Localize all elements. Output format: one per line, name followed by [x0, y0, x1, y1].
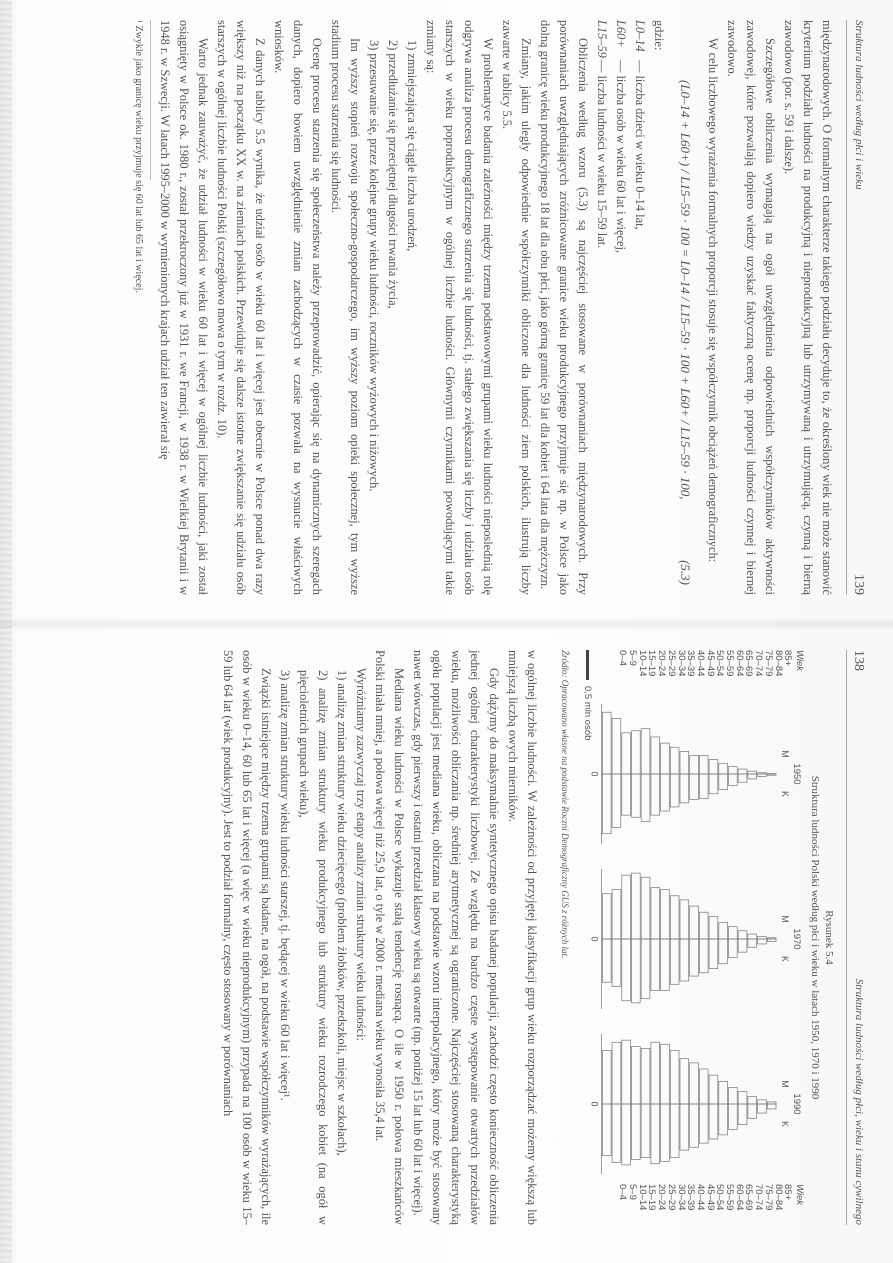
- female-bar: [602, 939, 611, 982]
- female-bar: [602, 774, 611, 834]
- paragraph: Z danych tablicy 5.5 wynika, że udział osób w wieku 60 lat i więcej jest obecnie w Polsce ponad dwa razy większy niż na początku XX w. na ziemiach polskich. Przewiduje się dalsze istotne zwiększanie się udziału osób starszych w ogólnej liczbie ludności Polski (szczegółowo mowa o tym w rozdz. 10).: [215, 20, 267, 595]
- female-bar: [748, 939, 757, 947]
- male-bar: [661, 743, 670, 774]
- symbol-legend: [592, 20, 649, 595]
- male-bar: [699, 1069, 708, 1104]
- male-bar: [709, 1075, 718, 1104]
- female-bar: [612, 939, 621, 986]
- female-bar: [699, 1104, 708, 1143]
- female-bar: [641, 939, 650, 999]
- female-bar: [709, 939, 718, 969]
- female-bar: [699, 774, 708, 799]
- pyramid-year: 1990: [791, 1093, 802, 1115]
- male-bar: [748, 771, 757, 774]
- male-bar: [612, 890, 621, 939]
- footnote: ¹ Zwykle jako granicę wieku przyjmuje się 60 lat lub 65 lat i więcej.: [129, 20, 151, 180]
- male-bar: [602, 1050, 611, 1104]
- page-edge: [0, 0, 12, 1263]
- paragraph: W celu liczbowego wyrażenia formalnych proporcji stosuje się współczynnik obciążeń demograficznych:: [706, 38, 720, 563]
- paragraph: W problematyce badania zależności między trzema podstawowymi grupami wieku ludności nieposlednią rolę odgrywa analiza procesu demograficznego starzenia się ludności, tj. stałego zwiększania się liczby i udziału osób starszych w wieku poprodukcyjnym w ogólnej liczbie ludności. Głównymi czynnikami powodującymi takie zmiany są:: [424, 20, 495, 595]
- female-bar: [651, 1104, 660, 1164]
- male-bar: [622, 1040, 631, 1104]
- age-label: 80–84: [772, 650, 784, 677]
- where-label: gdzie:: [652, 20, 666, 51]
- paragraph: Wyróżniamy zazwyczaj trzy etapy analizy zmian struktury wieku ludności:: [354, 668, 368, 1041]
- age-label: 85+: [782, 1184, 794, 1201]
- paragraph: Obliczenia według wzoru (5.3) są najczęściej stosowane w porównaniach międzynarodowych. Przy porównaniach uwzględniających zróżnicowane granice wieku produkcyjnego przyjmuje się np. w Polsce jako dolną granicę wieku produkcyjnego 18 lat dla obu płci, jako górną granicę 59 lat dla kobiet i 64 lata dla mężczyzn.: [538, 20, 590, 595]
- female-bar: [622, 939, 631, 1001]
- age-axis-header: Wiek: [794, 650, 805, 672]
- male-bar: [748, 934, 757, 939]
- male-bar: [632, 731, 641, 774]
- male-bar: [690, 906, 699, 939]
- female-bar: [612, 1104, 621, 1162]
- page-138: [58, 650, 868, 1225]
- pyramid-year: 1970: [791, 928, 802, 950]
- female-bar: [661, 1104, 670, 1162]
- male-bar: [632, 1046, 641, 1104]
- age-label: 75–79: [762, 1184, 774, 1211]
- male-bar: [622, 733, 631, 774]
- male-bar: [670, 896, 679, 939]
- female-bar: [748, 774, 757, 779]
- age-label: 45–49: [704, 650, 716, 677]
- female-bar: [680, 939, 689, 981]
- male-bar: [632, 873, 641, 939]
- female-bar: [690, 939, 699, 976]
- male-bar: [709, 916, 718, 939]
- age-label: 65–69: [743, 650, 755, 677]
- age-label: 70–74: [753, 650, 765, 677]
- male-bar: [729, 767, 738, 774]
- female-bar: [758, 774, 767, 776]
- age-label: 10–14: [636, 650, 648, 677]
- female-bar: [738, 1104, 747, 1125]
- male-bar: [680, 900, 689, 939]
- female-bar: [729, 774, 738, 786]
- list-item: 2) przedłużanie się przeciętnej długości trwania życia,: [386, 40, 400, 309]
- age-label: 55–59: [724, 650, 736, 677]
- page-number: 138: [851, 650, 866, 671]
- formula-5-3: [676, 80, 695, 585]
- male-bar: [729, 1088, 738, 1104]
- male-bar: [709, 760, 718, 774]
- male-bar: [738, 931, 747, 939]
- age-label: 30–34: [675, 650, 687, 677]
- female-bar: [767, 939, 776, 941]
- female-bar: [632, 1104, 641, 1160]
- female-label: K: [780, 1120, 790, 1128]
- running-header: [846, 650, 868, 1225]
- age-label: 0–4: [617, 650, 629, 666]
- female-bar: [680, 1104, 689, 1150]
- female-bar: [758, 1104, 767, 1113]
- male-bar: [690, 755, 699, 774]
- male-bar: [651, 737, 660, 774]
- paragraph: Mediana wieku ludności w Polsce wykazuje stałą tendencję rosnącą. O ile w 1950 r. połowa mieszkańców Polski miała mniej, a połowa więcej niż 25,9 lat, o tyle w 2000 r. mediana wieku wynosiła 35,4 lat.: [373, 650, 406, 1225]
- male-bar: [748, 1097, 757, 1104]
- age-label: 15–19: [646, 650, 658, 677]
- female-bar: [690, 1104, 699, 1147]
- paragraph: Im wyższy stopień rozwoju społeczno-gospodarczego, im wyższy poziom opieki społecznej, tym wyższe stadium procesu starzenia się ludności.: [329, 20, 362, 595]
- female-label: K: [780, 790, 790, 798]
- male-bar: [612, 1042, 621, 1104]
- male-bar: [729, 927, 738, 939]
- female-bar: [661, 774, 670, 811]
- age-label: 85+: [782, 650, 794, 667]
- figure-source: Źródło: Opracowano własne na podstawie Roczni Demograficzny GUS z różnych lat.: [560, 650, 570, 959]
- male-bar: [719, 923, 728, 939]
- male-bar: [670, 1050, 679, 1104]
- formula-number: (5.3): [678, 560, 693, 585]
- age-label: 15–19: [646, 1184, 658, 1211]
- age-label: 40–44: [694, 1184, 706, 1211]
- female-bar: [651, 774, 660, 815]
- male-label: M: [780, 1080, 790, 1088]
- male-bar: [738, 1092, 747, 1104]
- male-bar: [651, 1042, 660, 1104]
- female-bar: [622, 774, 631, 815]
- legend-row: L0–14— liczba dzieci w wieku 0–14 lat,: [633, 20, 647, 230]
- female-bar: [738, 939, 747, 952]
- age-label: 60–64: [733, 1184, 745, 1211]
- female-bar: [641, 1104, 650, 1158]
- zero-label: 0: [589, 771, 600, 777]
- male-bar: [661, 1044, 670, 1104]
- female-bar: [690, 774, 699, 800]
- age-label: 10–14: [636, 1184, 648, 1211]
- pyramid-chart: [589, 684, 804, 1184]
- female-bar: [767, 1104, 776, 1109]
- legend-row: L60+— liczba osób w wieku 60 lat i więcej,: [614, 20, 628, 254]
- female-bar: [632, 939, 641, 1003]
- zero-label: 0: [589, 936, 600, 942]
- paragraph: Związki istniejące między trzema grupami są badane, na ogół, na podstawie współczynników wyrażających, ile osób w wieku 0–14, 60 lub 65 lat i więcej (a więc w wieku nieprodukcyjnym) przypada na 100 osób w wieku 15–59 lub 64 lat (wiek produkcyjny). Jest to podział formalny, często stosowany w porównaniach: [221, 650, 273, 1225]
- male-bar: [602, 894, 611, 939]
- male-bar: [738, 769, 747, 774]
- male-bar: [641, 1048, 650, 1104]
- age-labels: [618, 1184, 793, 1218]
- list-item: 2) analizę zmian struktury wieku produkcyjnego lub struktury wieku rozrodczego kobiet (na ogół w pięcioletnich grupach wieku),: [297, 670, 330, 1225]
- male-bar: [670, 747, 679, 774]
- age-label: 80–84: [772, 1184, 784, 1211]
- formula-body: (L0–14 + L60+) / L15–59 · 100 = L0–14 / L15–59 · 100 + L60+ / L15–59 · 100,: [678, 80, 693, 500]
- female-bar: [709, 774, 718, 794]
- header-title: Struktura ludności według płci, wieku i stanu cywilnego: [853, 978, 865, 1225]
- age-label: 5–9: [627, 650, 639, 666]
- female-bar: [680, 774, 689, 803]
- age-axis-header: Wiek: [794, 1184, 805, 1206]
- book-gutter: [0, 618, 893, 630]
- age-label: 20–24: [656, 650, 668, 677]
- female-bar: [729, 1104, 738, 1130]
- male-bar: [641, 877, 650, 939]
- pyramid-year: 1950: [791, 763, 802, 785]
- list-item: 1) analizę zmian struktury wieku dziecięcego (problem żłobków, przedszkoli, miejsc w szkołach),: [335, 670, 349, 1156]
- age-label: 5–9: [627, 1184, 639, 1200]
- age-label: 75–79: [762, 650, 774, 677]
- age-label: 70–74: [753, 1184, 765, 1211]
- male-bar: [612, 718, 621, 774]
- age-label: 55–59: [724, 1184, 736, 1211]
- female-bar: [661, 939, 670, 990]
- scale-bar: [586, 650, 589, 680]
- age-label: 25–29: [665, 650, 677, 677]
- age-label: 45–49: [704, 1184, 716, 1211]
- female-bar: [709, 1104, 718, 1139]
- scale-label: 0,5 mln osób: [582, 686, 593, 741]
- page-number: 139: [851, 574, 866, 595]
- male-bar: [641, 729, 650, 774]
- male-bar: [680, 1059, 689, 1104]
- age-label: 30–34: [675, 1184, 687, 1211]
- age-label: 50–54: [714, 1184, 726, 1211]
- male-bar: [719, 1081, 728, 1104]
- female-bar: [622, 1104, 631, 1165]
- female-bar: [719, 774, 728, 790]
- female-bar: [738, 774, 747, 782]
- female-bar: [612, 774, 621, 828]
- age-label: 40–44: [694, 650, 706, 677]
- population-pyramids: [589, 650, 805, 1225]
- figure-label: Rysunek 5.4: [823, 910, 835, 965]
- list-item: 1) zmniejszająca się ciągle liczba urodzeń,: [405, 40, 419, 252]
- female-bar: [641, 774, 650, 821]
- paragraph: w ogólnej liczbie ludności. W zależności od przyjętej klasyfikacji grup wieku rozporządzać możemy większą lub mniejszą liczbą owych mierników.: [506, 650, 539, 1225]
- female-bar: [602, 1104, 611, 1155]
- list-item: 3) przesuwanie się, przez kolejne grupy wieku ludności, roczników wyżowych i niżowych.: [367, 40, 381, 492]
- paragraph: Ocenę procesu starzenia się społeczeństwa należy przeprowadzić, opierając się na dynamicznych szeregach danych, dopiero bowiem uwzględnienie zmian zachodzących w czasie pozwala na wysnucie właściwych wniosków.: [272, 20, 324, 595]
- male-label: M: [780, 750, 790, 758]
- age-axis-left: [618, 650, 804, 684]
- age-label: 60–64: [733, 650, 745, 677]
- paragraph: Zmiany, jakim uległy odpowiednie współczynniki obliczone dla ludności ziem polskich, ilustrują liczby zawarte w tablicy 5.5.: [500, 20, 533, 595]
- male-bar: [602, 712, 611, 774]
- male-label: M: [780, 915, 790, 923]
- male-bar: [651, 888, 660, 939]
- male-bar: [690, 1063, 699, 1104]
- age-label: 65–69: [743, 1184, 755, 1211]
- female-label: K: [780, 955, 790, 963]
- female-bar: [632, 774, 641, 817]
- male-bar: [699, 912, 708, 939]
- age-label: 35–39: [685, 1184, 697, 1211]
- female-bar: [719, 1104, 728, 1135]
- female-bar: [670, 1104, 679, 1158]
- female-bar: [699, 939, 708, 973]
- male-bar: [622, 875, 631, 939]
- header-title: Struktura ludności według płci i wieku: [853, 20, 865, 190]
- figure-title: Struktura ludności Polski według płci i wieku w latach 1950, 1970 i 1990: [809, 775, 821, 1100]
- female-bar: [670, 939, 679, 984]
- paragraph: Gdy dążymy do maksymalnie syntetycznego opisu badanej populacji, zachodzi często konieczność obliczenia jednej ogólnej charakterystyki liczbowej. Ze względu na bardzo częste występowanie otwartych przedziałów wieku, możliwości obliczania np. średniej arytmetycznej są ograniczone. Najczęściej stosowaną charakterystyką ogółu populacji jest mediana wieku, obliczana na podstawie wzoru interpolacyjnego, który może być stosowany nawet wówczas, gdy pierwszy i ostatni przedział klasowy wieku są otwarte (np. poniżej 15 lat lub 60 lat i więcej).: [411, 650, 501, 1225]
- age-label: 50–54: [714, 650, 726, 677]
- paragraph: Warto jednak zauważyć, że udział ludności w wieku 60 lat i więcej w ogólnej liczbie ludności, jaki został osiągnięty w Polsce ok. 1980 r., został przekroczony już w 1931 r. we Francji, w 1938 r. w Wielkiej Brytanii i w 1948 r. w Szwecji. W latach 1995–2000 w wymienionych krajach udział ten zawierał się: [158, 20, 210, 595]
- zero-label: 0: [589, 1101, 600, 1107]
- paragraph: międzynarodowych. O formalnym charakterze takiego podziału decyduje to, że określony wiek nie może stanowić kryterium podziału ludności na produkcyjną i nieprodukcyjną lub utrzymywaną i utrzymującą, czynną i bierną zawodowo (por. s. 59 i dalsze).: [782, 20, 834, 595]
- age-label: 25–29: [665, 1184, 677, 1211]
- male-bar: [680, 751, 689, 774]
- female-bar: [651, 939, 660, 990]
- female-bar: [748, 1104, 757, 1118]
- page-139: [58, 20, 868, 595]
- male-bar: [758, 1100, 767, 1104]
- running-header: [846, 20, 868, 595]
- age-label: 20–24: [656, 1184, 668, 1211]
- male-bar: [699, 755, 708, 774]
- female-bar: [767, 774, 776, 775]
- legend-row: L15–59— liczba ludności w wieku 15–59 lat.: [595, 20, 609, 249]
- male-bar: [661, 890, 670, 939]
- paragraph: Szczegółowe obliczenia wymagają na ogół uwzględnienia odpowiednich współczynników aktywności zawodowej, które pozwalają dopiero wiedzy uzyskać faktyczną ocenę np. proporcji ludności czynnej i biernej zawodowo.: [725, 20, 777, 595]
- female-bar: [670, 774, 679, 807]
- female-bar: [758, 939, 767, 944]
- age-labels: [618, 650, 793, 684]
- age-axis-right: [618, 1184, 804, 1218]
- age-label: 35–39: [685, 650, 697, 677]
- age-label: 0–4: [617, 1184, 629, 1200]
- female-bar: [719, 939, 728, 964]
- female-bar: [729, 939, 738, 958]
- list-item: 3) analizę zmian struktury wieku ludności starszej, tj. będącej w wieku 60 lat i więcej¹.: [278, 670, 292, 1101]
- male-bar: [719, 763, 728, 774]
- male-bar: [758, 937, 767, 939]
